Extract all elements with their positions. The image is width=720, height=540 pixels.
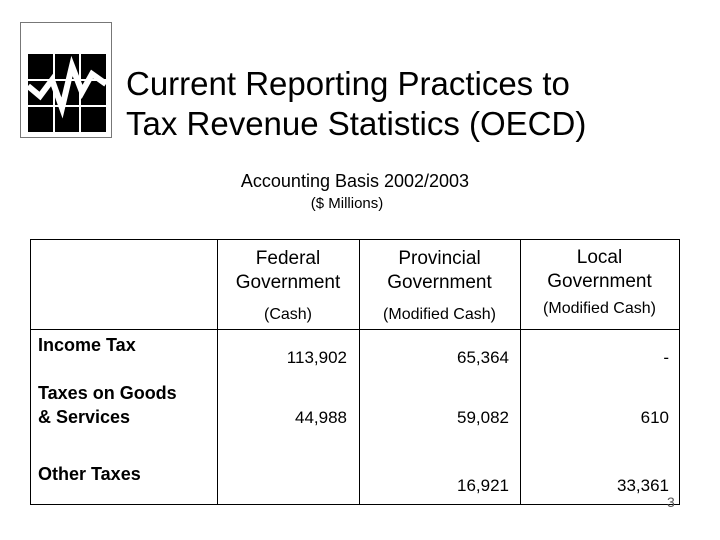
units-label: ($ Millions)	[310, 195, 384, 212]
table-cell: -	[663, 348, 669, 367]
column-header-line: Local	[576, 247, 623, 268]
column-header-line: Government	[547, 271, 652, 292]
column-header-provincial	[359, 247, 520, 295]
row-label-line: & Services	[38, 407, 131, 427]
table-cell: 59,082	[457, 408, 509, 427]
column-header-line: Government	[235, 272, 341, 293]
table-cell: 610	[640, 408, 669, 427]
statistics-chart-logo-icon	[20, 22, 112, 138]
table-cell: 65,364	[457, 348, 509, 367]
column-basis-local: (Modified Cash)	[543, 300, 656, 317]
page-title	[126, 64, 716, 144]
table-cell: 33,361	[617, 476, 669, 495]
page-number: 3	[667, 494, 675, 510]
column-basis-provincial: (Modified Cash)	[383, 306, 496, 323]
row-label-line: Income Tax	[38, 335, 136, 355]
table-cell: 44,988	[295, 408, 347, 427]
column-header-line: Federal	[255, 248, 321, 269]
title-line-1: Current Reporting Practices to	[126, 65, 570, 102]
row-label-line: Taxes on Goods	[38, 383, 177, 403]
header-divider	[31, 329, 679, 330]
row-label-income-tax	[38, 333, 136, 357]
column-header-local	[520, 246, 679, 294]
column-header-line: Provincial	[398, 248, 481, 269]
title-line-2: Tax Revenue Statistics (OECD)	[126, 105, 587, 142]
column-header-federal	[217, 247, 359, 295]
subtitle: Accounting Basis 2002/2003	[240, 171, 470, 191]
tax-revenue-table	[30, 239, 680, 505]
column-header-line: Government	[387, 272, 492, 293]
table-cell: 113,902	[286, 348, 347, 367]
row-label-goods-services	[38, 381, 177, 429]
table-cell: 16,921	[457, 476, 509, 495]
row-label-line: Other Taxes	[38, 464, 141, 484]
column-basis-federal: (Cash)	[263, 306, 312, 323]
row-label-other-taxes	[38, 462, 141, 486]
